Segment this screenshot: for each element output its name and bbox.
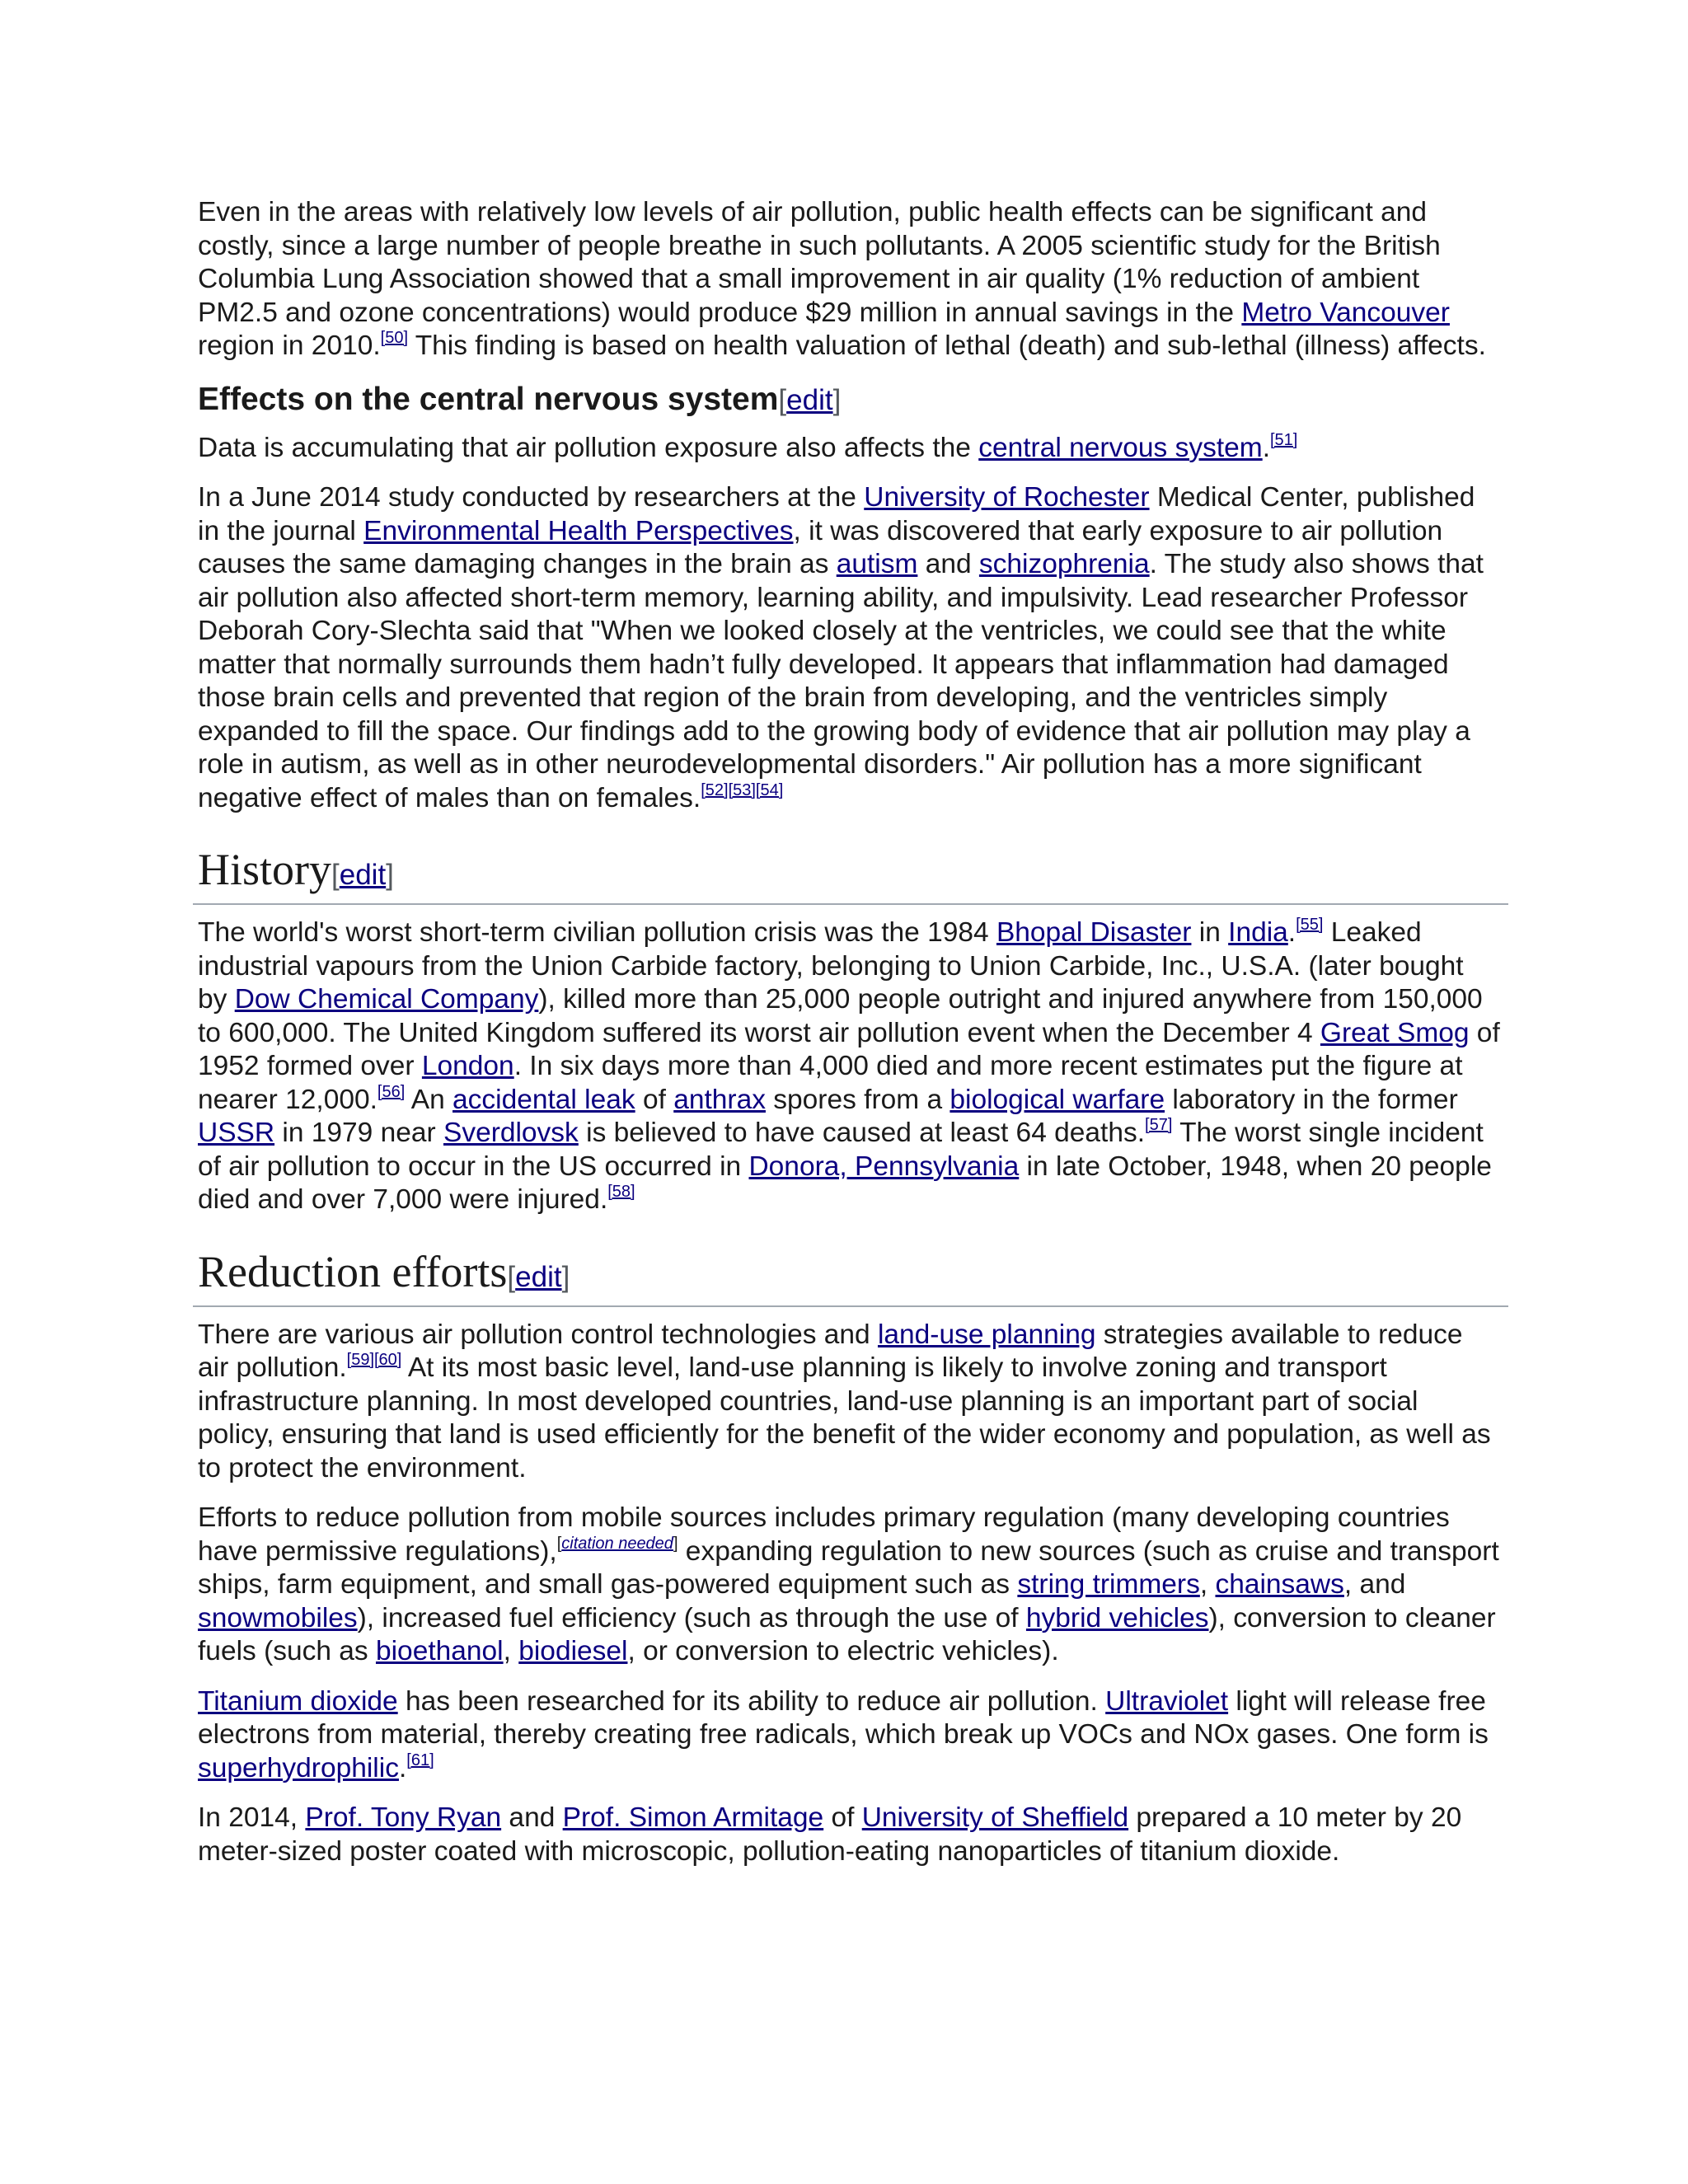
link-anthrax[interactable]: anthrax: [673, 1084, 766, 1115]
text: laboratory in the former: [1165, 1084, 1458, 1115]
citation-needed[interactable]: [557, 1535, 678, 1553]
article-body: [198, 196, 1500, 1885]
link-university-of-rochester[interactable]: University of Rochester: [864, 482, 1150, 513]
paragraph-mobile-sources: [198, 1502, 1500, 1669]
paragraph-control-technologies: [198, 1319, 1500, 1486]
ref-link[interactable]: [55]: [1296, 916, 1324, 934]
text: , and: [1343, 1569, 1406, 1600]
text: strategies available to reduce air pollution.: [198, 1319, 1463, 1383]
text: The world's worst short-term civilian pollution crisis was the 1984: [198, 917, 996, 948]
text: of: [823, 1802, 862, 1833]
text: prepared a 10 meter by 20 meter-sized poster coated with microscopic, pollution-eating nanoparticles of titanium dioxide.: [198, 1802, 1462, 1867]
link-simon-armitage[interactable]: Prof. Simon Armitage: [562, 1802, 824, 1833]
ref-61[interactable]: [406, 1751, 434, 1769]
ref-51[interactable]: [1270, 431, 1297, 449]
text: region in 2010.: [198, 330, 381, 361]
edit-section: [edit]: [507, 1260, 570, 1293]
ref-link[interactable]: [52]: [701, 780, 729, 799]
paragraph-history: [198, 916, 1500, 1217]
refs-52-54[interactable]: [701, 781, 783, 799]
refs-59-60[interactable]: [347, 1351, 402, 1369]
text: ,: [503, 1636, 519, 1666]
ref-link[interactable]: [60]: [374, 1351, 402, 1369]
citation-needed-link[interactable]: citation needed: [561, 1534, 673, 1553]
link-central-nervous-system[interactable]: central nervous system: [978, 432, 1263, 463]
text: An: [405, 1084, 453, 1115]
link-university-of-sheffield[interactable]: University of Sheffield: [861, 1802, 1129, 1833]
link-titanium-dioxide[interactable]: Titanium dioxide: [198, 1685, 398, 1717]
edit-section: [edit]: [331, 859, 394, 891]
text: In a June 2014 study conducted by researchers at the: [198, 482, 865, 513]
text: in late October, 1948, when 20 people died and over 7,000 were injured.: [198, 1151, 1492, 1215]
text: , it was discovered that early exposure to air pollution causes the same damaging changes in the brain as: [198, 515, 1443, 579]
link-metro-vancouver[interactable]: Metro Vancouver: [1241, 297, 1450, 328]
ref-link[interactable]: [50]: [380, 329, 409, 347]
heading-text: Effects on the central nervous system: [198, 381, 779, 417]
text: Medical Center, published in the journal: [198, 482, 1475, 546]
edit-link[interactable]: edit: [339, 859, 387, 891]
text: ), increased fuel efficiency (such as through the use of: [357, 1602, 1026, 1633]
text: At its most basic level, land-use planning is likely to involve zoning and transport infrastructure planning. In most developed countries, land-use planning is an important part of social policy, ensuring that land is used efficiently for the benefit of the wider economy and population, as well as to protect the environment.: [198, 1352, 1491, 1483]
text: ), killed more than 25,000 people outright and injured anywhere from 150,000 to 600,000. The United Kingdom suffered its worst air pollution event when the December 4: [198, 984, 1483, 1048]
text: . In six days more than 4,000 died and more recent estimates put the figure at nearer 12,000.: [198, 1051, 1463, 1115]
text: This finding is based on health valuation of lethal (death) and sub-lethal (illness) affects.: [408, 330, 1486, 361]
heading-text: Reduction efforts: [198, 1246, 508, 1296]
link-environmental-health-perspectives[interactable]: Environmental Health Perspectives: [363, 515, 794, 546]
link-donora-pennsylvania[interactable]: Donora, Pennsylvania: [748, 1151, 1020, 1182]
heading-text: History: [198, 845, 331, 894]
link-ussr[interactable]: USSR: [198, 1118, 275, 1148]
edit-section: [edit]: [778, 383, 842, 416]
text: of 1952 formed over: [198, 1017, 1500, 1081]
link-bhopal-disaster[interactable]: Bhopal Disaster: [996, 917, 1192, 948]
text: In 2014,: [198, 1802, 306, 1833]
ref-58[interactable]: [607, 1183, 635, 1201]
bracket: ]: [673, 1534, 678, 1553]
ref-link[interactable]: [51]: [1270, 430, 1298, 449]
text: light will release free electrons from material, thereby creating free radicals, which break up VOCs and NOx gases. One form is: [198, 1685, 1489, 1750]
link-schizophrenia[interactable]: schizophrenia: [978, 549, 1150, 579]
heading-central-nervous-system: [198, 380, 1500, 420]
ref-50[interactable]: [381, 329, 408, 347]
paragraph-titanium-dioxide: [198, 1685, 1500, 1786]
text: Leaked industrial vapours from the Union Carbide factory, belonging to Union Carbide, Inc., U.S.A. (later bought by: [198, 917, 1464, 1015]
ref-link[interactable]: [59]: [346, 1351, 374, 1369]
ref-link[interactable]: [58]: [607, 1183, 635, 1201]
text: . The study also shows that air pollution also affected short-term memory, learning ability, and impulsivity. Lead researcher Professor Deborah Cory-Slechta said that "When we looked closely at the ventricles, we could see that the white matter that normally surrounds them hadn’t fully developed. It appears that inflammation had damaged those brain cells and prevented that region of the brain from developing, and the ventricles simply expanded to fill the space. Our findings add to the growing body of evidence that air pollution may play a role in autism, as well as in other neurodevelopmental disorders." Air pollution has a more significant negative effect of males than on females.: [198, 549, 1484, 813]
paragraph-health-costs: [198, 196, 1500, 363]
link-sverdlovsk[interactable]: Sverdlovsk: [443, 1118, 579, 1148]
bracket: [: [556, 1534, 562, 1553]
text: , or conversion to electric vehicles).: [627, 1636, 1059, 1666]
link-snowmobiles[interactable]: snowmobiles: [198, 1602, 358, 1633]
text: There are various air pollution control technologies and: [198, 1319, 878, 1350]
link-land-use-planning[interactable]: land-use planning: [877, 1319, 1096, 1350]
ref-link[interactable]: [54]: [755, 780, 784, 799]
text: ,: [1199, 1569, 1216, 1600]
link-accidental-leak[interactable]: accidental leak: [452, 1084, 635, 1115]
paragraph-cns-study: [198, 481, 1500, 815]
link-string-trimmers[interactable]: string trimmers: [1017, 1569, 1200, 1600]
text: Even in the areas with relatively low levels of air pollution, public health effects can be significant and costly, since a large number of people breathe in such pollutants. A 2005 scientific study for the British Columbia Lung Association showed that a small improvement in air quality (1% reduction of ambient PM2.5 and ozone concentrations) would produce $29 million in annual savings in the: [198, 197, 1441, 328]
text: of: [635, 1084, 674, 1115]
link-superhydrophilic[interactable]: superhydrophilic: [198, 1752, 399, 1783]
text: expanding regulation to new sources (such as cruise and transport ships, farm equipment, and small gas-powered equipment such as: [198, 1535, 1499, 1600]
text: spores from a: [765, 1084, 950, 1115]
ref-57[interactable]: [1145, 1116, 1172, 1134]
link-india[interactable]: India: [1228, 917, 1288, 948]
link-autism[interactable]: autism: [836, 549, 918, 579]
ref-55[interactable]: [1296, 916, 1323, 934]
ref-link[interactable]: [56]: [377, 1082, 406, 1101]
text: is believed to have caused at least 64 deaths.: [578, 1118, 1146, 1148]
ref-link[interactable]: [61]: [406, 1750, 434, 1769]
text: .: [1287, 917, 1296, 948]
heading-history: [193, 843, 1508, 905]
text: and: [917, 549, 979, 579]
ref-link[interactable]: [57]: [1145, 1116, 1173, 1134]
link-hybrid-vehicles[interactable]: hybrid vehicles: [1025, 1602, 1209, 1633]
link-ultraviolet[interactable]: Ultraviolet: [1105, 1685, 1229, 1717]
text: and: [501, 1802, 563, 1833]
link-bioethanol[interactable]: bioethanol: [375, 1636, 504, 1666]
paragraph-cns-intro: [198, 432, 1500, 466]
text: in 1979 near: [274, 1118, 443, 1148]
link-great-smog[interactable]: Great Smog: [1320, 1017, 1470, 1048]
link-london[interactable]: London: [421, 1051, 514, 1081]
link-chainsaws[interactable]: chainsaws: [1215, 1569, 1344, 1600]
text: The worst single incident of air pollution to occur in the US occurred in: [198, 1118, 1484, 1182]
text: Efforts to reduce pollution from mobile sources includes primary regulation (many developing countries have permissive regulations),: [198, 1502, 1450, 1567]
text: .: [1262, 432, 1270, 463]
text: .: [398, 1752, 407, 1783]
edit-link[interactable]: edit: [515, 1260, 562, 1293]
paragraph-sheffield-poster: [198, 1802, 1500, 1868]
text: ), conversion to cleaner fuels (such as: [198, 1602, 1496, 1666]
link-biodiesel[interactable]: biodiesel: [518, 1636, 628, 1666]
ref-link[interactable]: [53]: [728, 780, 756, 799]
text: Data is accumulating that air pollution exposure also affects the: [198, 432, 979, 463]
edit-link[interactable]: edit: [786, 383, 833, 416]
heading-reduction-efforts: [193, 1245, 1508, 1307]
text: in: [1191, 917, 1229, 948]
link-biological-warfare[interactable]: biological warfare: [950, 1084, 1165, 1115]
ref-56[interactable]: [377, 1083, 405, 1101]
link-dow-chemical[interactable]: Dow Chemical Company: [234, 984, 539, 1015]
text: has been researched for its ability to reduce air pollution.: [397, 1685, 1106, 1717]
link-tony-ryan[interactable]: Prof. Tony Ryan: [305, 1802, 502, 1833]
